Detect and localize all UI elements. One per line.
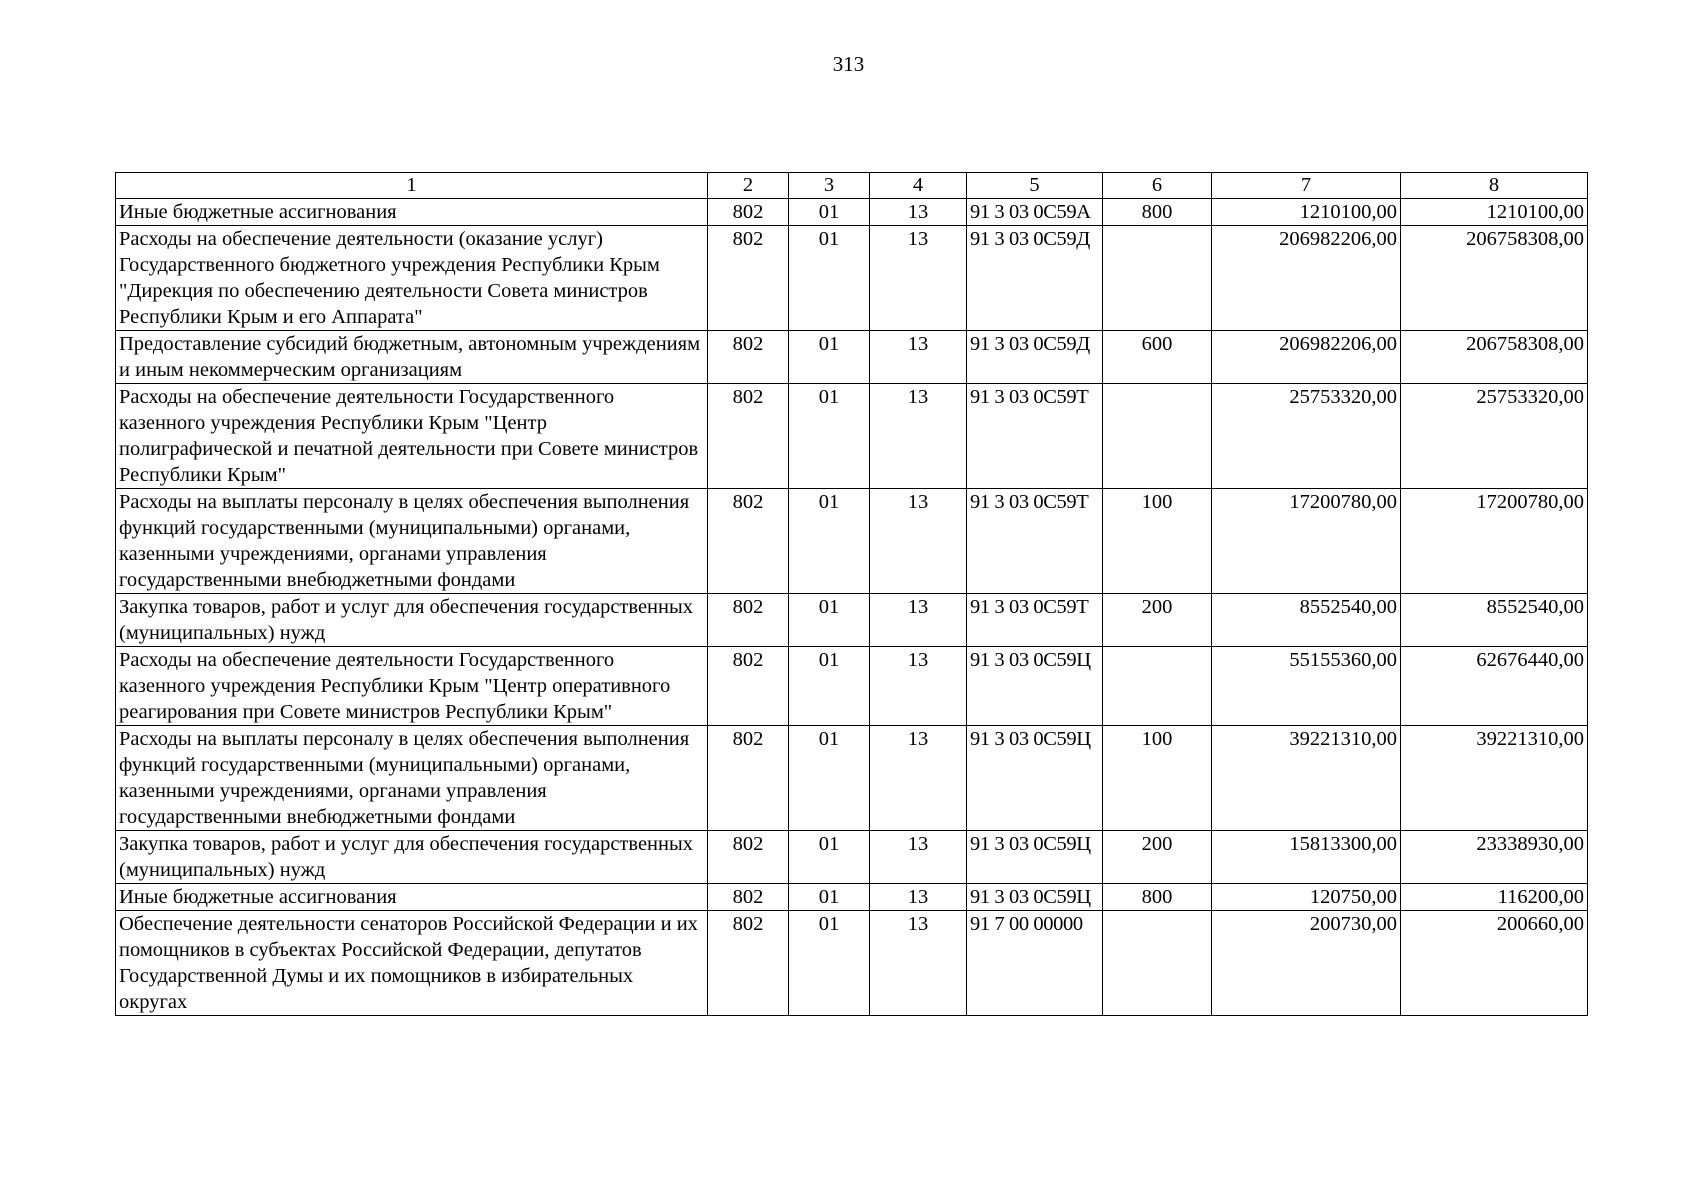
expense-type-code: 100 (1103, 726, 1212, 831)
subsection-code: 13 (870, 331, 967, 384)
ministry-code: 802 (708, 384, 789, 489)
subsection-code: 13 (870, 647, 967, 726)
expense-type-code: 200 (1103, 831, 1212, 884)
amount-col-7: 15813300,00 (1212, 831, 1401, 884)
amount-col-8: 1210100,00 (1401, 199, 1588, 226)
target-article-code: 91 3 03 0С59Д (967, 226, 1103, 331)
expense-name: Предоставление субсидий бюджетным, автономным учреждениям и иным некоммерческим организациям (116, 331, 708, 384)
ministry-code: 802 (708, 647, 789, 726)
amount-col-7: 120750,00 (1212, 884, 1401, 911)
table-row (116, 884, 1588, 911)
column-header: 4 (870, 173, 967, 199)
expense-name: Иные бюджетные ассигнования (116, 199, 708, 226)
column-header: 2 (708, 173, 789, 199)
column-header: 1 (116, 173, 708, 199)
section-code: 01 (789, 489, 870, 594)
amount-col-8: 39221310,00 (1401, 726, 1588, 831)
section-code: 01 (789, 911, 870, 1016)
section-code: 01 (789, 226, 870, 331)
expense-name: Закупка товаров, работ и услуг для обеспечения государственных (муниципальных) нужд (116, 594, 708, 647)
section-code: 01 (789, 331, 870, 384)
ministry-code: 802 (708, 726, 789, 831)
subsection-code: 13 (870, 911, 967, 1016)
section-code: 01 (789, 199, 870, 226)
target-article-code: 91 3 03 0С59Т (967, 594, 1103, 647)
expense-type-code (1103, 647, 1212, 726)
target-article-code: 91 3 03 0С59Т (967, 489, 1103, 594)
target-article-code: 91 3 03 0С59Ц (967, 884, 1103, 911)
expense-name: Иные бюджетные ассигнования (116, 884, 708, 911)
ministry-code: 802 (708, 594, 789, 647)
expense-name: Расходы на выплаты персоналу в целях обеспечения выполнения функций государственными (муниципальными) органами, казенными учреждениями, органами управления государственными внебюджетными фондами (116, 726, 708, 831)
ministry-code: 802 (708, 226, 789, 331)
subsection-code: 13 (870, 489, 967, 594)
amount-col-8: 206758308,00 (1401, 331, 1588, 384)
table-row (116, 831, 1588, 884)
amount-col-8: 25753320,00 (1401, 384, 1588, 489)
expense-type-code (1103, 384, 1212, 489)
amount-col-7: 17200780,00 (1212, 489, 1401, 594)
column-header: 6 (1103, 173, 1212, 199)
subsection-code: 13 (870, 831, 967, 884)
ministry-code: 802 (708, 199, 789, 226)
target-article-code: 91 7 00 00000 (967, 911, 1103, 1016)
subsection-code: 13 (870, 726, 967, 831)
table-row (116, 726, 1588, 831)
amount-col-7: 8552540,00 (1212, 594, 1401, 647)
column-header: 5 (967, 173, 1103, 199)
expense-name: Расходы на выплаты персоналу в целях обеспечения выполнения функций государственными (муниципальными) органами, казенными учреждениями, органами управления государственными внебюджетными фондами (116, 489, 708, 594)
column-header: 8 (1401, 173, 1588, 199)
expense-type-code: 800 (1103, 884, 1212, 911)
amount-col-7: 39221310,00 (1212, 726, 1401, 831)
table-row (116, 226, 1588, 331)
expense-type-code: 600 (1103, 331, 1212, 384)
ministry-code: 802 (708, 331, 789, 384)
amount-col-8: 17200780,00 (1401, 489, 1588, 594)
table-row (116, 911, 1588, 1016)
subsection-code: 13 (870, 594, 967, 647)
ministry-code: 802 (708, 489, 789, 594)
column-header: 7 (1212, 173, 1401, 199)
amount-col-7: 25753320,00 (1212, 384, 1401, 489)
amount-col-8: 200660,00 (1401, 911, 1588, 1016)
amount-col-7: 200730,00 (1212, 911, 1401, 1016)
expense-name: Расходы на обеспечение деятельности (оказание услуг) Государственного бюджетного учреждения Республики Крым "Дирекция по обеспечению деятельности Совета министров Республики Крым и его Аппарата" (116, 226, 708, 331)
budget-table (115, 172, 1588, 1016)
ministry-code: 802 (708, 884, 789, 911)
table-row (116, 199, 1588, 226)
subsection-code: 13 (870, 226, 967, 331)
amount-col-8: 8552540,00 (1401, 594, 1588, 647)
amount-col-7: 206982206,00 (1212, 331, 1401, 384)
amount-col-7: 55155360,00 (1212, 647, 1401, 726)
section-code: 01 (789, 831, 870, 884)
section-code: 01 (789, 884, 870, 911)
amount-col-8: 206758308,00 (1401, 226, 1588, 331)
subsection-code: 13 (870, 884, 967, 911)
target-article-code: 91 3 03 0С59Т (967, 384, 1103, 489)
expense-type-code (1103, 226, 1212, 331)
target-article-code: 91 3 03 0С59Ц (967, 726, 1103, 831)
amount-col-7: 206982206,00 (1212, 226, 1401, 331)
section-code: 01 (789, 594, 870, 647)
table-row (116, 489, 1588, 594)
subsection-code: 13 (870, 199, 967, 226)
amount-col-8: 23338930,00 (1401, 831, 1588, 884)
table-row (116, 384, 1588, 489)
page-number: 313 (832, 52, 865, 76)
table-header-row (116, 173, 1588, 199)
ministry-code: 802 (708, 831, 789, 884)
table-row (116, 647, 1588, 726)
amount-col-8: 116200,00 (1401, 884, 1588, 911)
column-header: 3 (789, 173, 870, 199)
expense-name: Закупка товаров, работ и услуг для обеспечения государственных (муниципальных) нужд (116, 831, 708, 884)
table-row (116, 594, 1588, 647)
section-code: 01 (789, 647, 870, 726)
amount-col-8: 62676440,00 (1401, 647, 1588, 726)
target-article-code: 91 3 03 0С59Ц (967, 831, 1103, 884)
table-row (116, 331, 1588, 384)
expense-type-code (1103, 911, 1212, 1016)
target-article-code: 91 3 03 0С59А (967, 199, 1103, 226)
subsection-code: 13 (870, 384, 967, 489)
expense-type-code: 800 (1103, 199, 1212, 226)
section-code: 01 (789, 384, 870, 489)
target-article-code: 91 3 03 0С59Д (967, 331, 1103, 384)
expense-name: Расходы на обеспечение деятельности Государственного казенного учреждения Республики Крым "Центр оперативного реагирования при Совете министров Республики Крым" (116, 647, 708, 726)
expense-type-code: 200 (1103, 594, 1212, 647)
expense-name: Обеспечение деятельности сенаторов Российской Федерации и их помощников в субъектах Российской Федерации, депутатов Государственной Думы и их помощников в избирательных округах (116, 911, 708, 1016)
amount-col-7: 1210100,00 (1212, 199, 1401, 226)
target-article-code: 91 3 03 0С59Ц (967, 647, 1103, 726)
section-code: 01 (789, 726, 870, 831)
expense-name: Расходы на обеспечение деятельности Государственного казенного учреждения Республики Крым "Центр полиграфической и печатной деятельности при Совете министров Республики Крым" (116, 384, 708, 489)
expense-type-code: 100 (1103, 489, 1212, 594)
ministry-code: 802 (708, 911, 789, 1016)
